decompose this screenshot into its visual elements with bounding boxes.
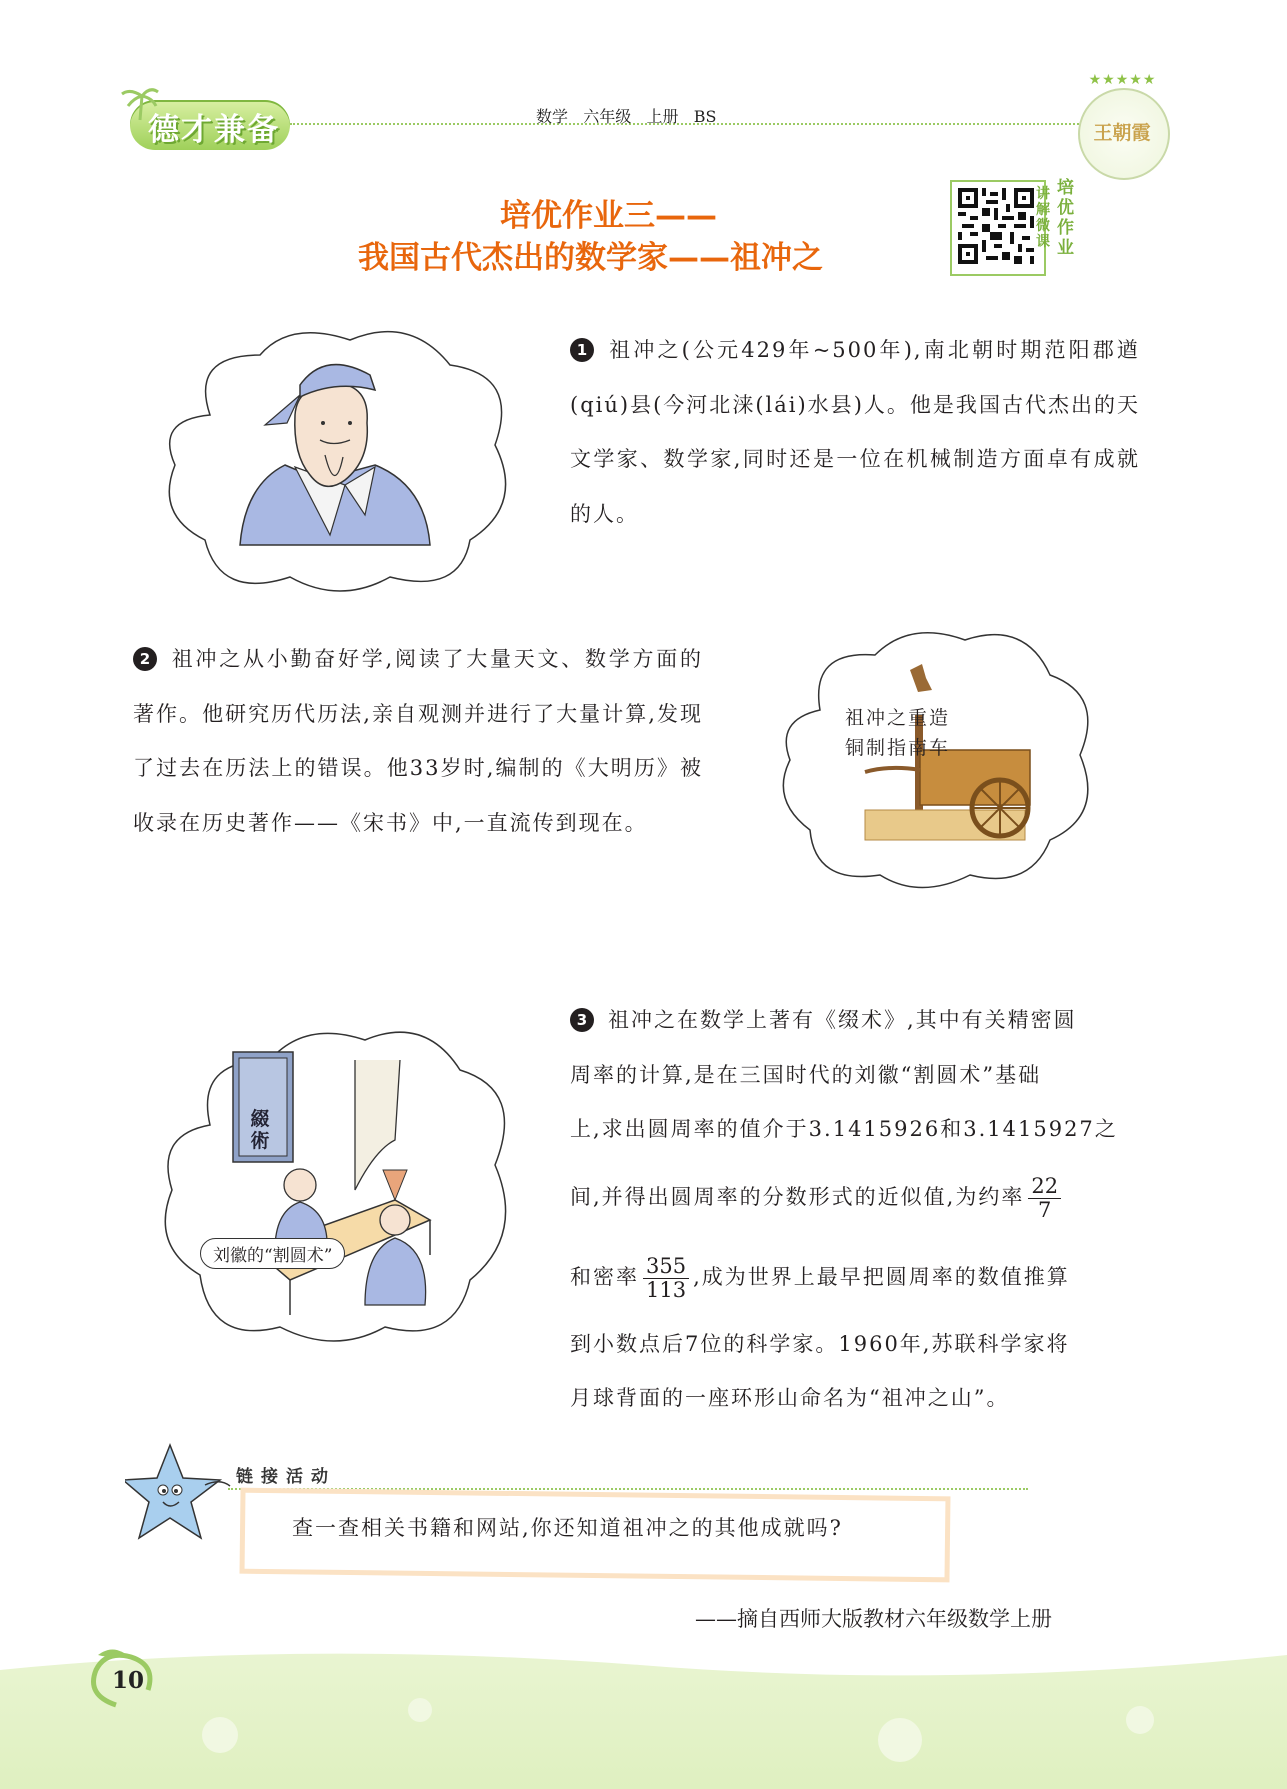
star-mascot-icon (125, 1440, 235, 1545)
section-2-number: 2 (133, 647, 157, 671)
qr-code-icon[interactable] (958, 188, 1034, 264)
liuhui-scene (225, 1050, 445, 1320)
qr-caption-big: 培优作业 (1057, 178, 1074, 258)
section-3-paragraph (570, 993, 1140, 1426)
seal-text: 王朝霞 (1093, 122, 1151, 144)
link-activity-title: 链接活动 (236, 1467, 336, 1487)
fraction-1-numerator: 22 (1028, 1175, 1061, 1198)
section-1-paragraph (570, 323, 1140, 541)
seal-stars: ★★★★★ (1088, 72, 1157, 88)
cart-caption-line2: 铜制指南车 (845, 737, 951, 759)
section-3-line1: 祖冲之在数学上著有《缀术》,其中有关精密圆 (608, 1008, 1077, 1032)
zu-chongzhi-portrait (225, 345, 435, 550)
fraction-22-7 (1028, 1175, 1061, 1220)
logo-text: 德才兼备 (148, 112, 280, 148)
book-title: 綴術 (250, 1108, 270, 1152)
section-3-number: 3 (570, 1008, 594, 1032)
palm-tree-icon (120, 82, 160, 122)
section-1-number: 1 (570, 338, 594, 362)
section-2-paragraph (133, 632, 703, 850)
section-3-line5-pre: 和密率 (570, 1264, 639, 1289)
source-note: ——摘自西师大版教材六年级数学上册 (695, 1607, 1052, 1631)
section-3-line7: 月球背面的一座环形山命名为“祖冲之山”。 (570, 1386, 1010, 1410)
page-title-line1: 培优作业三—— (500, 198, 717, 234)
liuhui-caption: 刘徽的“割圆术” (200, 1238, 345, 1269)
fraction-2-denominator: 113 (646, 1277, 687, 1302)
section-1-text: 祖冲之(公元429年~500年),南北朝时期范阳郡遒(qiú)县(今河北涞(lái)水县)人。他是我国古代杰出的天文学家、数学家,同时还是一位在机械制造方面卓有成就的人。 (570, 338, 1140, 526)
fraction-1-denominator: 7 (1038, 1197, 1052, 1222)
page-title-line2: 我国古代杰出的数学家——祖冲之 (358, 240, 823, 276)
page-number: 10 (112, 1667, 145, 1694)
section-3-line5-post: ,成为世界上最早把圆周率的数值推算 (693, 1264, 1070, 1289)
cart-caption (845, 703, 950, 763)
section-3-line2: 周率的计算,是在三国时代的刘徽“割圆术”基础 (570, 1062, 1042, 1087)
qr-caption-small: 讲解微课 (1036, 186, 1050, 250)
section-2-text: 祖冲之从小勤奋好学,阅读了大量天文、数学方面的著作。他研究历代历法,亲自观测并进行了大量计算,发现了过去在历法上的错误。他33岁时,编制的《大明历》被收录在历史著作——《宋书》中,一直流传到现在。 (133, 647, 703, 835)
fraction-355-113 (643, 1255, 689, 1300)
cart-caption-line1: 祖冲之重造 (845, 707, 951, 729)
header-title: 数学 六年级 上册 BS (536, 107, 717, 126)
footer-decoration (0, 1640, 1287, 1789)
section-3-line3: 上,求出圆周率的值介于3.1415926和3.1415927之 (570, 1117, 1118, 1141)
link-activity-text: 查一查相关书籍和网站,你还知道祖冲之的其他成就吗? (292, 1516, 843, 1540)
fraction-2-numerator: 355 (643, 1255, 689, 1278)
section-3-line4: 间,并得出圆周率的分数形式的近似值,为约率 (570, 1184, 1025, 1209)
section-3-line6: 到小数点后7位的科学家。1960年,苏联科学家将 (570, 1331, 1070, 1356)
